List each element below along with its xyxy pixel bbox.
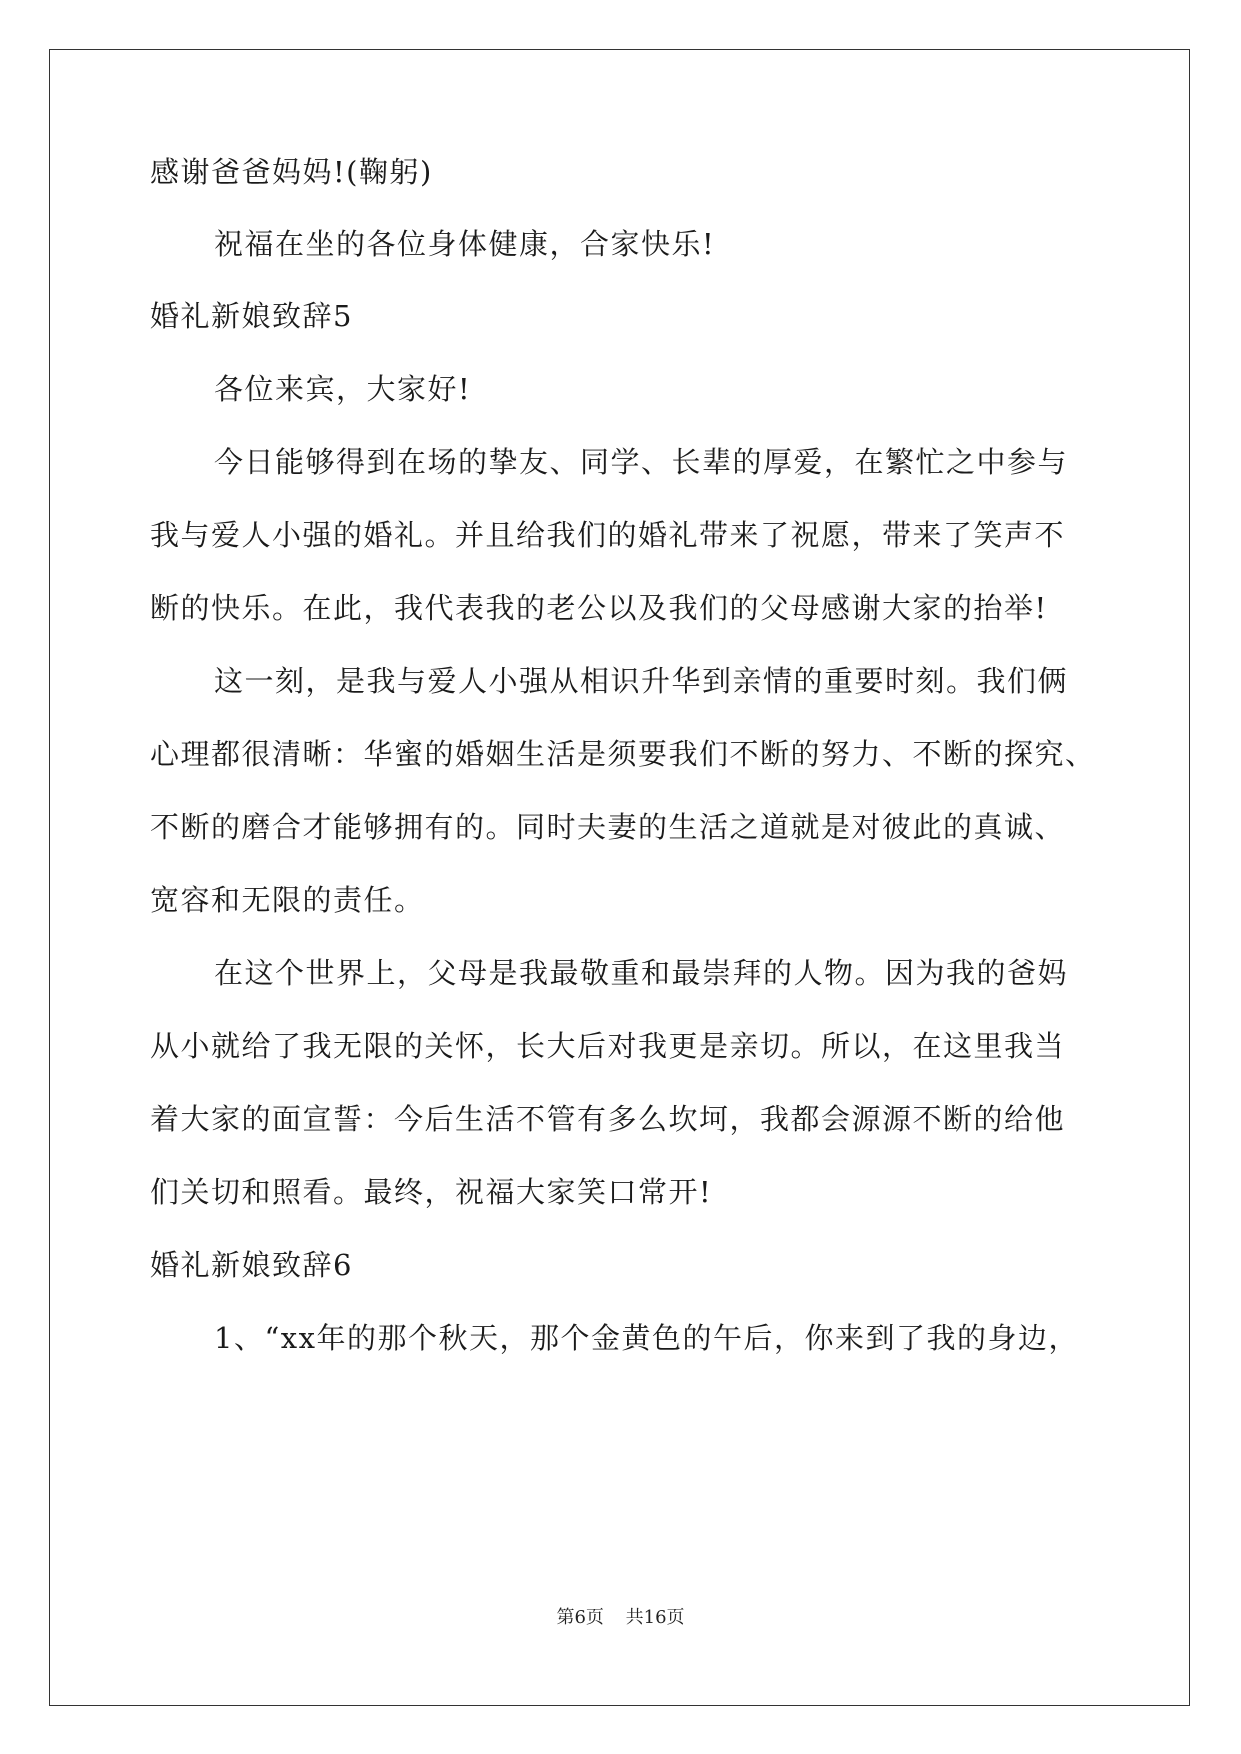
text-line: 各位来宾，大家好!: [214, 372, 472, 406]
text-line: 在这个世界上，父母是我最敬重和最崇拜的人物。因为我的爸妈: [214, 956, 1069, 990]
text-line: 断的快乐。在此，我代表我的老公以及我们的父母感谢大家的抬举!: [150, 591, 1048, 625]
text-line: 着大家的面宣誓：今后生活不管有多么坎坷，我都会源源不断的给他: [150, 1102, 1066, 1136]
text-line: 心理都很清晰：华蜜的婚姻生活是须要我们不断的努力、不断的探究、: [150, 737, 1096, 771]
text-line: 们关切和照看。最终，祝福大家笑口常开!: [150, 1175, 713, 1209]
text-line: 这一刻，是我与爱人小强从相识升华到亲情的重要时刻。我们俩: [214, 664, 1069, 698]
text-line: 1、“xx年的那个秋天，那个金黄色的午后，你来到了我的身边，: [214, 1321, 1079, 1355]
text-line: 宽容和无限的责任。: [150, 883, 425, 917]
text-line: 从小就给了我无限的关怀，长大后对我更是亲切。所以，在这里我当: [150, 1029, 1066, 1063]
text-line: 祝福在坐的各位身体健康，合家快乐!: [214, 227, 716, 261]
section-heading: 婚礼新娘致辞5: [150, 299, 353, 333]
text-line: 感谢爸爸妈妈!(鞠躬): [150, 155, 433, 189]
section-heading: 婚礼新娘致辞6: [150, 1248, 353, 1282]
text-line: 不断的磨合才能够拥有的。同时夫妻的生活之道就是对彼此的真诚、: [150, 810, 1066, 844]
page-number: 第6页: [556, 1607, 604, 1628]
page-total: 共16页: [625, 1607, 685, 1628]
page-footer: [0, 1606, 1241, 1630]
text-line: 我与爱人小强的婚礼。并且给我们的婚礼带来了祝愿，带来了笑声不: [150, 518, 1066, 552]
text-line: 今日能够得到在场的挚友、同学、长辈的厚爱，在繁忙之中参与: [214, 445, 1069, 479]
